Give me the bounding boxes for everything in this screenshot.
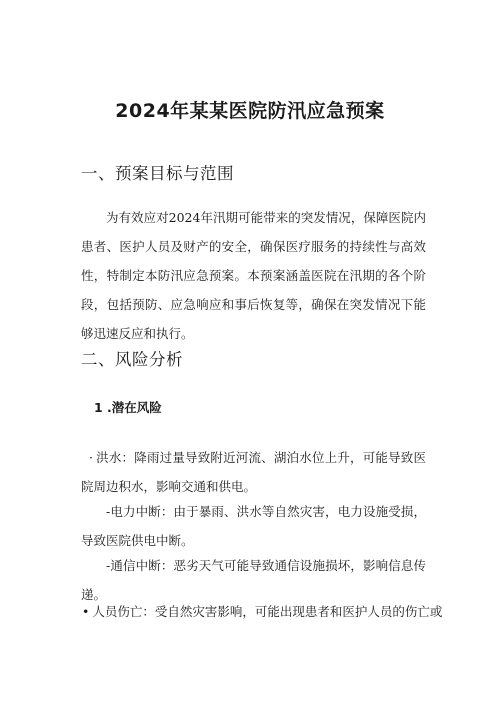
bullet-marker: ·: [89, 450, 93, 465]
list-item-flood: [81, 443, 426, 501]
objectives-paragraph: 为有效应对2024年汛期可能带来的突发情况，保障医院内患者、医护人员及财产的安全，确保医疗服务的持续性与高效性，特制定本防汛应急预案。本预案涵盖医院在汛期的各个阶段，包括预防、应急响应和事后恢复等，确保在突发情况下能够迅速反应和执行。: [81, 210, 426, 341]
list-item-casualties: [82, 597, 442, 626]
list-item-text: -通信中断：恶劣天气可能导致通信设施损坏，影响信息传递。: [81, 558, 426, 602]
document-title: 2024年某某医院防汛应急预案: [115, 100, 385, 122]
section-heading-objectives: 一、预案目标与范围: [81, 164, 234, 183]
list-item-text: 洪水：降雨过量导致附近河流、湖泊水位上升，可能导致医院周边积水，影响交通和供电。: [81, 450, 426, 494]
bullet-marker: •: [82, 604, 90, 619]
list-item-text: 人员伤亡：受自然灾害影响，可能出现患者和医护人员的伤亡或: [92, 604, 443, 619]
section-heading-risk-analysis: 二、风险分析: [81, 350, 183, 369]
list-item-power-outage: [81, 497, 426, 555]
subheading-potential-risks: 1 .潜在风险: [94, 400, 162, 415]
list-item-text: -电力中断：由于暴雨、洪水等自然灾害，电力设施受损，导致医院供电中断。: [81, 504, 426, 548]
